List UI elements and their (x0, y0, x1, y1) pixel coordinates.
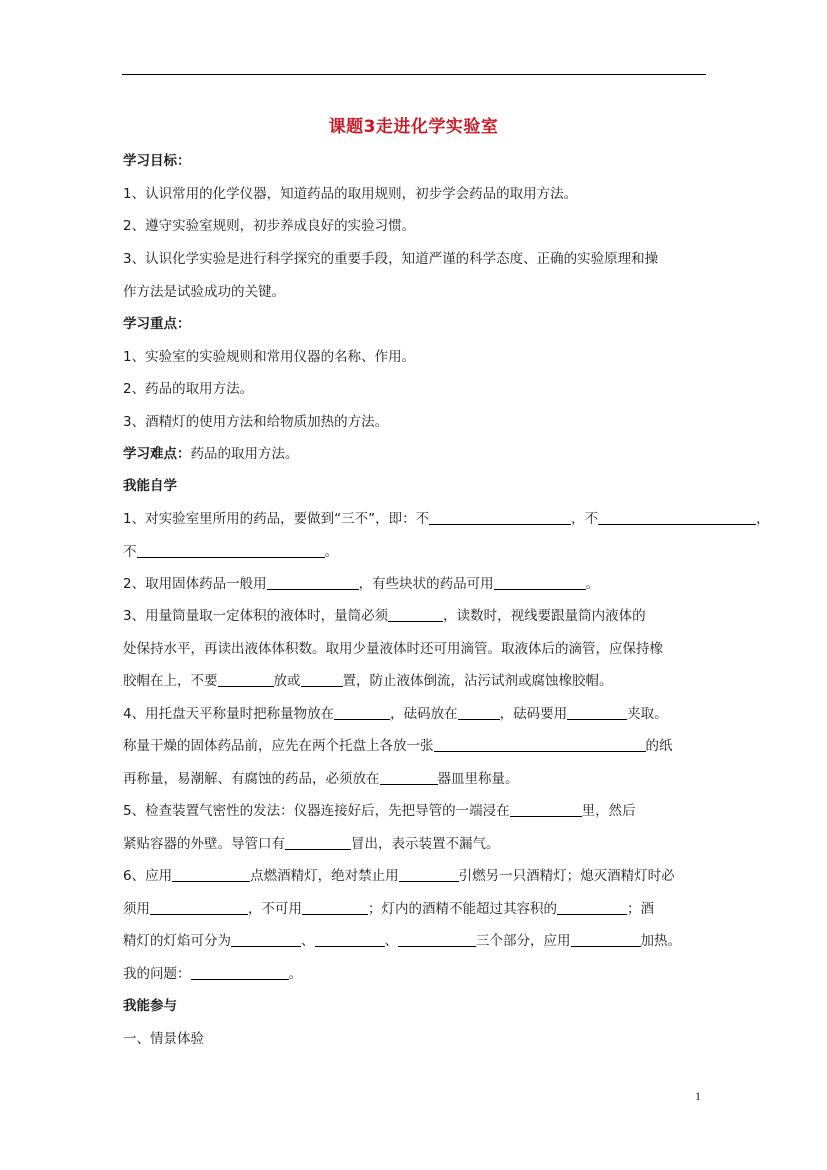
question-3-line (123, 607, 646, 625)
question-text: 1、对实验室里所用的药品，要做到“三不”，即：不 (123, 511, 430, 527)
question-text: 放或 (273, 673, 301, 689)
question-text: 3、用量筒量取一定体积的液体时，量筒必须 (123, 608, 389, 624)
question-5-cont (123, 835, 500, 853)
question-text: 、 (384, 933, 398, 949)
question-text: ，砝码放在 (390, 706, 458, 722)
keypoint-item: 3、酒精灯的使用方法和给物质加热的方法。 (123, 414, 389, 430)
participate-subheading: 一、情景体验 (123, 1031, 204, 1047)
question-text: 6、应用 (123, 868, 173, 884)
keypoint-item: 1、实验室的实验规则和常用仪器的名称、作用。 (123, 349, 416, 365)
answer-blank[interactable] (557, 900, 627, 915)
question-text: 、 (301, 933, 315, 949)
question-4-cont (123, 770, 519, 788)
answer-blank[interactable] (571, 932, 641, 947)
objective-item: 2、遵守实验室规则，初步养成良好的实验习惯。 (123, 218, 416, 234)
question-3-cont: 处保持水平，再读出液体体积数。取用少量液体时还可用滴管。取液体后的滴管，应保持橡 (123, 641, 663, 657)
participate-heading: 我能参与 (123, 998, 177, 1014)
question-text: 置，防止液体倒流，沾污试剂或腐蚀橡胶帽。 (342, 673, 613, 689)
answer-blank[interactable] (510, 802, 582, 817)
question-1-cont (123, 543, 338, 561)
question-text: ；酒 (627, 901, 654, 917)
question-text: 冒出，表示装置不漏气。 (351, 836, 500, 852)
page-number: 1 (695, 1089, 701, 1103)
question-text: 须用 (123, 901, 150, 917)
question-4-line (123, 705, 668, 723)
difficulty-text: 药品的取用方法。 (190, 446, 299, 462)
question-6-cont (123, 932, 681, 950)
question-text: 。 (324, 544, 338, 560)
question-text: ，砝码要用 (499, 706, 568, 722)
question-text: 的纸 (645, 738, 673, 754)
answer-blank[interactable] (567, 705, 627, 720)
difficulty-heading: 学习难点： (123, 446, 191, 462)
question-6-cont (123, 900, 654, 918)
objective-item: 作方法是试验成功的关键。 (123, 284, 285, 300)
question-5-line (123, 802, 636, 820)
answer-blank[interactable] (172, 867, 250, 882)
question-text: 里，然后 (581, 803, 636, 819)
question-text: 精灯的灯焰可分为 (123, 933, 231, 949)
answer-blank[interactable] (301, 672, 343, 687)
answer-blank[interactable] (399, 867, 459, 882)
question-text: 夹取。 (627, 706, 668, 722)
answer-blank[interactable] (380, 770, 438, 785)
answer-blank[interactable] (458, 705, 500, 720)
answer-blank[interactable] (494, 575, 586, 590)
answer-blank[interactable] (334, 705, 390, 720)
page-title: 课题3走进化学实验室 (328, 117, 499, 137)
difficulty-line (123, 445, 299, 463)
answer-blank[interactable] (267, 575, 359, 590)
objectives-heading: 学习目标： (123, 153, 191, 169)
question-2-line (123, 575, 599, 593)
question-text: ；灯内的酒精不能超过其容积的 (368, 901, 557, 917)
question-4-cont (123, 737, 673, 755)
keypoints-heading: 学习重点： (123, 316, 191, 332)
answer-blank[interactable] (218, 672, 274, 687)
answer-blank[interactable] (315, 932, 385, 947)
answer-blank[interactable] (388, 607, 443, 622)
question-text: 我的问题： (123, 966, 191, 982)
question-text: 紧贴容器的外壁。导管口有 (123, 836, 285, 852)
question-text: 2、取用固体药品一般用 (123, 576, 267, 592)
question-1-line (123, 510, 770, 528)
question-text: 5、检查装置气密性的发法：仪器连接好后，先把导管的一端浸在 (123, 803, 510, 819)
answer-blank[interactable] (398, 932, 476, 947)
question-text: ，有些块状的药品可用 (358, 576, 494, 592)
answer-blank[interactable] (302, 900, 368, 915)
question-text: 三个部分，应用 (476, 933, 571, 949)
question-text: 再称量，易潮解、有腐蚀的药品，必须放在 (123, 771, 380, 787)
objective-item: 1、认识常用的化学仪器，知道药品的取用规则，初步学会药品的取用方法。 (123, 186, 578, 202)
question-text: ，不可用 (248, 901, 302, 917)
question-3-cont (123, 672, 613, 690)
question-text: ， (756, 511, 770, 527)
header-rule (122, 74, 706, 75)
answer-blank[interactable] (150, 900, 248, 915)
question-text: 引燃另一只酒精灯；熄灭酒精灯时必 (458, 868, 675, 884)
question-text: 胶帽在上，不要 (123, 673, 218, 689)
keypoint-item: 2、药品的取用方法。 (123, 381, 254, 397)
objective-item: 3、认识化学实验是进行科学探究的重要手段，知道严谨的科学态度、正确的实验原理和操 (123, 251, 659, 267)
answer-blank[interactable] (429, 510, 571, 525)
question-text: 器皿里称量。 (437, 771, 519, 787)
question-text: 点燃酒精灯，绝对禁止用 (250, 868, 399, 884)
answer-blank[interactable] (231, 932, 301, 947)
answer-blank[interactable] (137, 543, 325, 558)
answer-blank[interactable] (598, 510, 756, 525)
question-text: 加热。 (640, 933, 681, 949)
my-question-line (123, 965, 302, 983)
answer-blank[interactable] (191, 965, 289, 980)
answer-blank[interactable] (434, 737, 646, 752)
question-text: 不 (123, 544, 137, 560)
question-6-line (123, 867, 675, 885)
answer-blank[interactable] (285, 835, 351, 850)
question-text: ，读数时，视线要跟量筒内液体的 (443, 608, 646, 624)
selfstudy-heading: 我能自学 (123, 478, 177, 494)
question-text: ，不 (571, 511, 599, 527)
question-text: 。 (288, 966, 302, 982)
question-text: 称量干燥的固体药品前，应先在两个托盘上各放一张 (123, 738, 434, 754)
question-text: 4、用托盘天平称量时把称量物放在 (123, 706, 335, 722)
question-text: 。 (585, 576, 600, 592)
